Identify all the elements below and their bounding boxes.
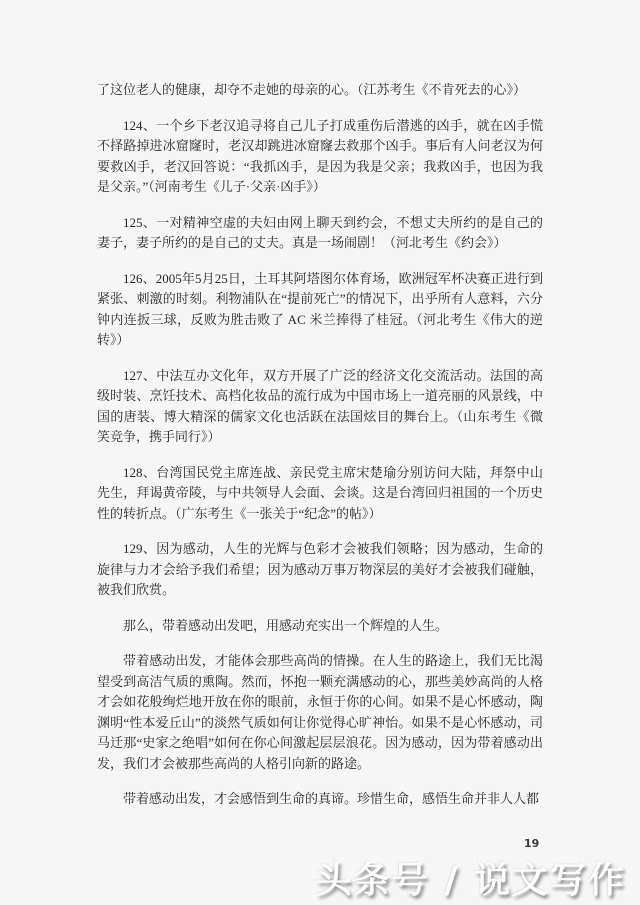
- paragraph: 128、台湾国民党主席连战、亲民党主席宋楚瑜分别访问大陆，拜祭中山先生，拜谒黄帝陵，与中共领导人会面、会谈。这是台湾回归祖国的一个历史性的转折点。（广东考生《一张关于“纪念”的帖》）: [97, 464, 543, 521]
- paragraph: 带着感动出发，才能体会那些高尚的情操。在人生的路途上，我们无比渴望受到高洁气质的熏陶。然而，怀抱一颗充满感动的心，那些美妙高尚的人格才会如花般绚烂地开放在你的眼前，永恒于你的心间。如果不是心怀感动，陶渊明“性本爱丘山”的淡然气质如何让你觉得心旷神怡。如果不是心怀感动，司马迁那“史家之绝唱”如何在你心间激起层层浪花。因为感动，因为带着感动出发，我们才会被那些高尚的人格引向新的路途。: [97, 653, 543, 771]
- paragraph: 那么，带着感动出发吧，用感动充实出一个辉煌的人生。: [123, 617, 449, 633]
- watermark-toutiao-shuowen: 头条号 / 说文写作: [315, 860, 626, 901]
- paragraph: 127、中法互办文化年，双方开展了广泛的经济文化交流活动。法国的高级时装、烹饪技术、高档化妆品的流行成为中国市场上一道亮丽的风景线，中国的唐装、博大精深的儒家文化也活跃在法国炫目的舞台上。（山东考生《微笑竞争，携手同行》）: [97, 367, 543, 444]
- paragraph: 125、一对精神空虚的夫妇由网上聊天到约会，不想丈夫所约的是自己的妻子，妻子所约的是自己的丈夫。真是一场闹剧！（河北考生《约会》）: [97, 214, 543, 250]
- paragraph: 了这位老人的健康，却夺不走她的母亲的心。（江苏考生《不肯死去的心》）: [97, 82, 527, 97]
- paragraph: 129、因为感动，人生的光辉与色彩才会被我们领略；因为感动，生命的旋律与力才会给予我们希望；因为感动万事万物深层的美好才会被我们碰触，被我们欣赏。: [97, 541, 543, 597]
- essay-text-block: [97, 80, 543, 825]
- page-number: 19: [524, 837, 540, 850]
- paragraph: 126、2005年5月25日，土耳其阿塔图尔体育场，欧洲冠军杯决赛正进行到紧张、刺激的时刻。利物浦队在“提前死亡”的情况下，出乎所有人意料，六分钟内连扳三球，反败为胜击败了 AC 米兰捧得了桂冠。（河北考生《伟大的逆转》）: [97, 270, 543, 347]
- paragraph: 124、一个乡下老汉追寻将自己儿子打成重伤后潜逃的凶手，就在凶手慌不择路掉进冰窟窿时，老汉却跳进冰窟窿去救那个凶手。事后有人问老汉为何要救凶手，老汉回答说：“我抓凶手，是因为我是父亲；我救凶手，也因为我是父亲。”（河南考生《儿子·父亲·凶手》）: [97, 117, 543, 194]
- paragraph: 带着感动出发，才会感悟到生命的真谛。珍惜生命，感悟生命并非人人都: [123, 791, 540, 806]
